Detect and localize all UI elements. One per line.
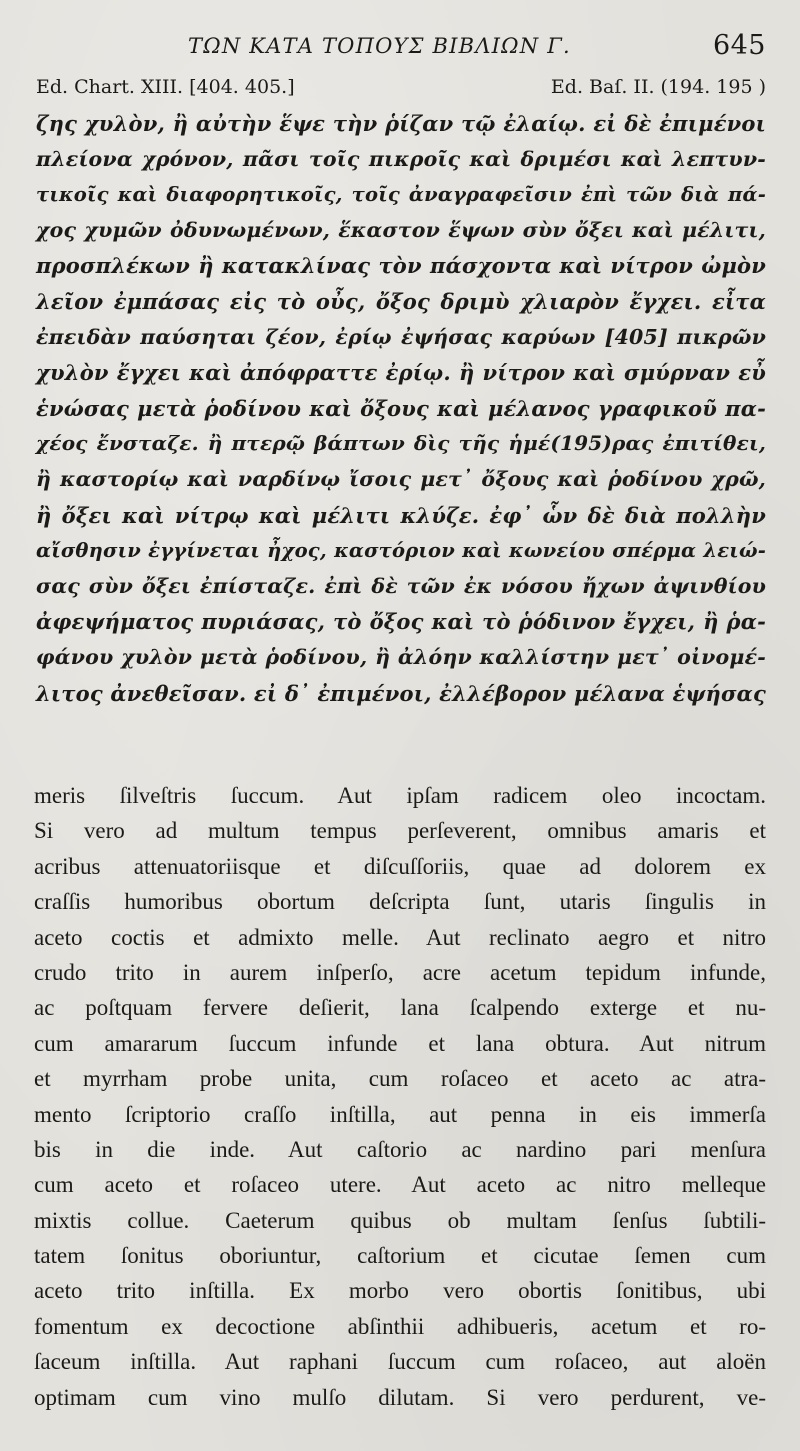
greek-text-line: λιτος ἀνεθεῖσαν. εἰ δ᾽ ἐπιμένοι, ἐλλέβορον μέλανα ἑψήσας [36, 680, 766, 706]
latin-text-line: optimam cum vino mulſo dilutam. Si vero perdurent, ve- [34, 1384, 766, 1410]
latin-text-line: crudo trito in aurem inſperſo, acre acetum tepidum infunde, [34, 959, 766, 985]
latin-text-line: ac poſtquam fervere deſierit, lana ſcalpendo exterge et nu- [34, 995, 766, 1021]
running-head [0, 28, 800, 68]
greek-text-line: ἐπειδὰν παύσηται ζέον, ἐρίῳ ἐψήσας καρύων [405] πικρῶν [36, 324, 766, 349]
greek-text-line: ζης χυλὸν, ἢ αὐτὴν ἕψε τὴν ῥίζαν τῷ ἐλαίῳ. εἰ δὲ ἐπιμένοι [36, 111, 766, 136]
latin-text-line: bis in die inde. Aut caſtorio ac nardino pari menſura [34, 1136, 766, 1162]
greek-text-line: χέος ἔνσταζε. ἢ πτερῷ βάπτων δὶς τῆς ἡμέ(195)ρας ἐπιτίθει, [36, 431, 766, 456]
latin-text-line: mixtis collue. Caeterum quibus ob multam ſenſus ſubtili- [34, 1207, 766, 1233]
edition-reference-basel: Ed. Baſ. II. (194. 195 ) [550, 76, 766, 98]
latin-text-line: craſſis humoribus obortum deſcripta ſunt, utaris ſingulis in [34, 889, 766, 915]
greek-text-line: πλείονα χρόνον, πᾶσι τοῖς πικροῖς καὶ δριμέσι καὶ λεπτυν- [36, 146, 766, 171]
latin-text-line: cum aceto et roſaceo utere. Aut aceto ac nitro melleque [34, 1172, 766, 1198]
greek-text-line: τικοῖς καὶ διαφορητικοῖς, τοῖς ἀναγραφεῖσιν ἐπὶ τῶν διὰ πά- [36, 183, 766, 207]
greek-text-line: ἢ καστορίῳ καὶ ναρδίνῳ ἴσοις μετ᾽ ὄξους καὶ ῥοδίνου χρῶ, [36, 466, 766, 491]
greek-text-line: χος χυμῶν ὀδυνωμένων, ἕκαστον ἕψων σὺν ὄξει καὶ μέλιτι, [36, 217, 766, 242]
greek-text-line: ἀφεψήματος πυριάσας, τὸ ὄξος καὶ τὸ ῥόδινον ἔγχει, ἢ ῥα- [36, 609, 766, 635]
greek-text-line: φάνου χυλὸν μετὰ ῥοδίνου, ἢ ἀλόην καλλίστην μετ᾽ οἰνομέ- [36, 644, 766, 669]
edition-reference-line [36, 76, 766, 104]
latin-text-line: mento ſcriptorio craſſo inſtilla, aut penna in eis immerſa [34, 1101, 766, 1127]
greek-text-line: αἴσθησιν ἐγγίνεται ἦχος, καστόριον καὶ κωνείου σπέρμα λειώ- [36, 539, 766, 563]
latin-text-line: ſaceum inſtilla. Aut raphani ſuccum cum roſaceo, aut aloën [34, 1349, 766, 1375]
latin-text-block [34, 778, 766, 1415]
greek-text-line: λεῖον ἐμπάσας εἰς τὸ οὖς, ὄξος δριμὺ χλιαρὸν ἔγχει. εἶτα [36, 288, 766, 314]
latin-text-line: Si vero ad multum tempus perſeverent, omnibus amaris et [34, 818, 766, 844]
page-number: 645 [712, 30, 766, 61]
greek-text-line: ἢ ὄξει καὶ νίτρῳ καὶ μέλιτι κλύζε. ἐφ᾽ ὧν δὲ διὰ πολλὴν [36, 502, 766, 528]
latin-text-line: meris ſilveſtris ſuccum. Aut ipſam radicem oleo incoctam. [34, 783, 766, 808]
greek-text-line: προσπλέκων ἢ κατακλίνας τὸν πάσχοντα καὶ νίτρον ὠμὸν [36, 253, 766, 279]
greek-text-line: χυλὸν ἔγχει καὶ ἀπόφραττε ἐρίῳ. ἢ νίτρον καὶ σμύρναν εὖ [36, 360, 766, 386]
greek-text-line: ἑνώσας μετὰ ῥοδίνου καὶ ὄξους καὶ μέλανος γραφικοῦ πα- [36, 395, 766, 421]
latin-text-line: cum amararum ſuccum infunde et lana obtura. Aut nitrum [34, 1030, 766, 1056]
latin-text-line: acribus attenuatoriisque et diſcuſſoriis, quae ad dolorem ex [34, 853, 766, 879]
latin-text-line: aceto coctis et admixto melle. Aut reclinato aegro et nitro [34, 924, 766, 950]
edition-reference-chartier: Ed. Chart. XIII. [404. 405.] [36, 76, 295, 98]
latin-text-line: tatem ſonitus oboriuntur, caſtorium et cicutae ſemen cum [34, 1243, 766, 1269]
greek-text-line: σας σὺν ὄξει ἐπίσταζε. ἐπὶ δὲ τῶν ἐκ νόσου ἤχων ἀψινθίου [36, 573, 766, 598]
latin-text-line: fomentum ex decoctione abſinthii adhibueris, acetum et ro- [34, 1313, 766, 1339]
greek-text-block [36, 106, 766, 711]
latin-text-line: aceto trito inſtilla. Ex morbo vero obortis ſonitibus, ubi [34, 1278, 766, 1304]
latin-text-line: et myrrham probe unita, cum roſaceo et aceto ac atra- [34, 1066, 766, 1092]
running-title: ΤΩΝ ΚΑΤΑ ΤΟΠΟΥΣ ΒΙΒΛΙΩΝ Γ. [188, 34, 571, 58]
